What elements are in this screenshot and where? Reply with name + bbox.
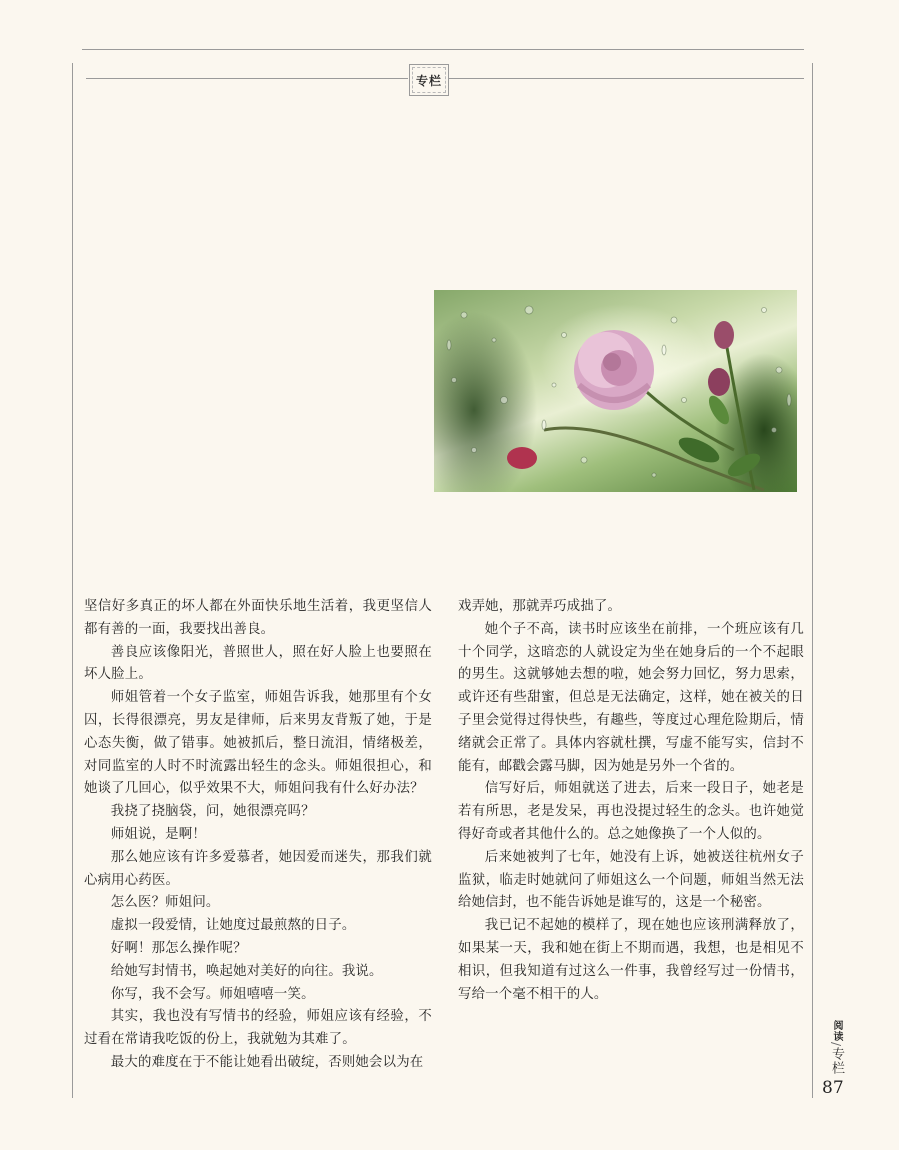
paragraph: 师姐管着一个女子监室，师姐告诉我，她那里有个女囚，长得很漂亮，男友是律师，后来男友背叛了她，于是心态失衡，做了错事。她被抓后，整日流泪，情绪极差，对同监室的人时不时流露出轻生的念头。师姐很担心，和她谈了几回心，似乎效果不大，师姐问我有什么好办法？: [84, 690, 432, 797]
left-border-rule: [72, 63, 73, 1098]
left-text-column: [84, 596, 432, 1075]
paragraph: 其实，我也没有写情书的经验，师姐应该有经验，不过看在常请我吃饭的份上，我就勉为其难了。: [84, 1009, 432, 1048]
side-label-separator: /: [829, 1042, 843, 1048]
rose-rain-photo: [434, 290, 797, 492]
paragraph: 虚拟一段爱情，让她度过最煎熬的日子。: [110, 918, 356, 934]
paragraph: 我挠了挠脑袋，问，她很漂亮吗？: [110, 804, 315, 820]
rose-illustration: [434, 290, 797, 492]
paragraph: 信写好后，师姐就送了进去，后来一段日子，她老是若有所思，老是发呆，再也没提过轻生的念头。也许她觉得好奇或者其他什么的。总之她像换了一个人似的。: [458, 781, 804, 842]
column-header-label: 专栏: [412, 67, 446, 93]
paragraph: 坚信好多真正的坏人都在外面快乐地生活着，我更坚信人都有善的一面，我要找出善良。: [84, 599, 432, 637]
side-label-prefix: 阅读: [831, 1020, 842, 1042]
paragraph: 她个子不高，读书时应该坐在前排，一个班应该有几十个同学，这暗恋的人就设定为坐在她身后的一个不起眼的男生。这就够她去想的啦，她会努力回忆，努力思索，或许还有些甜蜜，但总是无法确定，这样，她在被关的日子里会觉得过得快些，有趣些，等度过心理危险期后，情绪就会正常了。具体内容就杜撰，写虚不能写实，信封不能有，邮戳会露马脚，因为她是另外一个省的。: [458, 621, 804, 774]
page-number: 87: [822, 1078, 844, 1098]
column-header-box: [409, 64, 449, 96]
header-line-right: [449, 78, 804, 79]
header-line-left: [86, 78, 408, 79]
right-border-rule: [812, 63, 813, 1098]
side-label-suffix: 专栏: [829, 1047, 844, 1076]
top-rule: [82, 49, 804, 50]
paragraph: 师姐说，是啊！: [110, 826, 206, 842]
section-side-label: [826, 1020, 846, 1075]
paragraph: 戏弄她，那就弄巧成拙了。: [458, 599, 622, 614]
paragraph: 给她写封情书，唤起她对美好的向往。我说。: [110, 963, 383, 979]
paragraph: 最大的难度在于不能让她看出破绽，否则她会以为在: [110, 1054, 424, 1070]
paragraph: 我已记不起她的模样了，现在她也应该刑满释放了，如果某一天，我和她在街上不期而遇，我想，也是相见不相识，但我知道有过这么一件事，我曾经写过一份情书，写给一个毫不相干的人。: [458, 918, 804, 1002]
paragraph: 怎么医？师姐问。: [110, 895, 220, 911]
paragraph: 你写，我不会写。师姐嘻嘻一笑。: [110, 986, 315, 1002]
right-text-column: [458, 596, 804, 1006]
paragraph: 善良应该像阳光，普照世人，照在好人脸上也要照在坏人脸上。: [84, 644, 432, 683]
paragraph: 后来她被判了七年，她没有上诉，她被送往杭州女子监狱，临走时她就问了师姐这么一个问题，师姐当然无法给她信封，也不能告诉她是谁写的，这是一个秘密。: [458, 849, 804, 911]
paragraph: 好啊！那怎么操作呢？: [110, 940, 247, 956]
paragraph: 那么她应该有许多爱慕者，她因爱而迷失，那我们就心病用心药医。: [84, 849, 432, 888]
